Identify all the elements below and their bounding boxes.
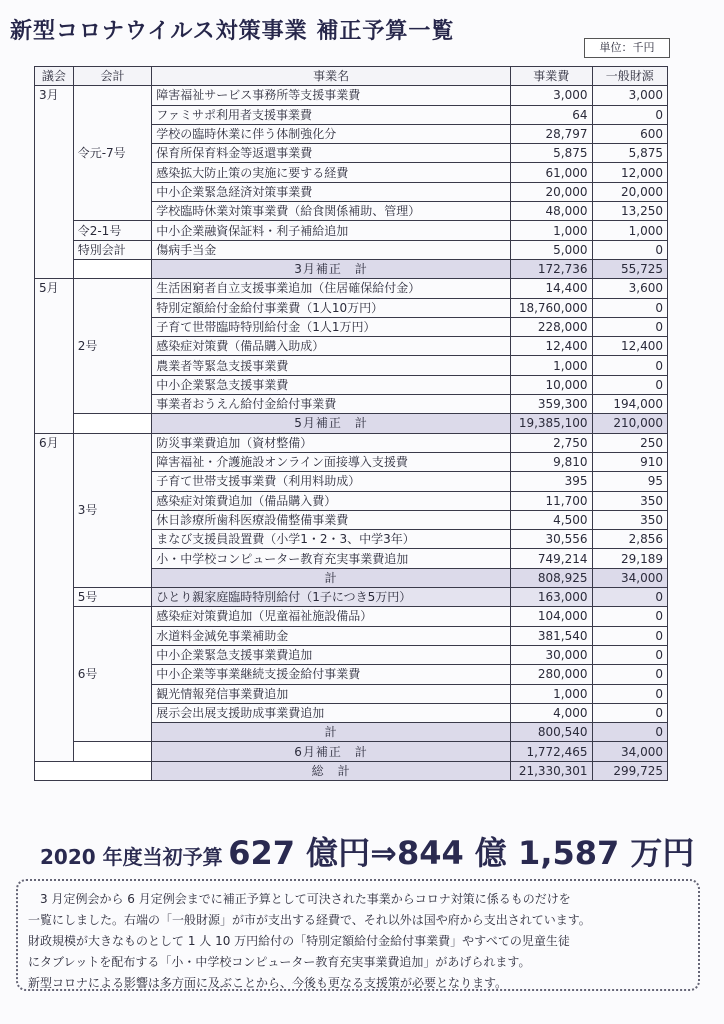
gikai-cell: 5月 xyxy=(35,279,74,433)
general-cell: 0 xyxy=(592,626,667,645)
general-cell: 194,000 xyxy=(592,395,667,414)
table-header-row xyxy=(35,67,668,86)
table-row xyxy=(35,588,668,607)
amount-cell: 48,000 xyxy=(511,202,593,221)
note-line: 3 月定例会から 6 月定例会までに補正予算として可決された事業からコロナ対策に係るものだけを xyxy=(28,892,571,906)
table-row xyxy=(35,279,668,298)
general-cell: 3,000 xyxy=(592,86,667,105)
general-cell: 34,000 xyxy=(592,742,667,761)
general-cell: 0 xyxy=(592,375,667,394)
project-name: 傷病手当金 xyxy=(152,240,511,259)
page-title: 新型コロナウイルス対策事業 補正予算一覧 xyxy=(10,19,455,44)
project-name: 中小企業緊急支援事業費 xyxy=(152,375,511,394)
kaikei-cell: 3号 xyxy=(73,433,151,587)
project-name: ひとり親家庭臨時特別給付（1子につき5万円） xyxy=(152,588,511,607)
amount-cell: 61,000 xyxy=(511,163,593,182)
amount-cell: 9,810 xyxy=(511,452,593,471)
kaikei-cell: 6号 xyxy=(73,607,151,742)
project-name: 水道料金減免事業補助金 xyxy=(152,626,511,645)
general-cell: 600 xyxy=(592,124,667,143)
amount-cell: 395 xyxy=(511,472,593,491)
amount-cell: 2,750 xyxy=(511,433,593,452)
project-name: 特別定額給付金給付事業費（1人10万円） xyxy=(152,298,511,317)
project-name: 感染拡大防止策の実施に要する経費 xyxy=(152,163,511,182)
general-cell: 0 xyxy=(592,356,667,375)
general-cell: 12,400 xyxy=(592,337,667,356)
general-cell: 0 xyxy=(592,665,667,684)
grand-total-label: 総 計 xyxy=(152,761,511,780)
amount-cell: 18,760,000 xyxy=(511,298,593,317)
project-name: 休日診療所歯科医療設備整備事業費 xyxy=(152,510,511,529)
amount-cell: 800,540 xyxy=(511,723,593,742)
amount-cell: 1,772,465 xyxy=(511,742,593,761)
amount-cell: 21,330,301 xyxy=(511,761,593,780)
amount-cell: 3,000 xyxy=(511,86,593,105)
note-line: 新型コロナによる影響は多方面に及ぶことから、今後も更なる支援策が必要となります。 xyxy=(28,976,508,990)
project-name: 事業者おうえん給付金給付事業費 xyxy=(152,395,511,414)
project-name: 中小企業等事業継続支援金給付事業費 xyxy=(152,665,511,684)
grand-total-row xyxy=(35,761,668,780)
general-cell: 210,000 xyxy=(592,414,667,433)
table-row xyxy=(35,433,668,452)
amount-cell: 64 xyxy=(511,105,593,124)
general-cell: 0 xyxy=(592,298,667,317)
empty-cell xyxy=(35,761,152,780)
project-name: 観光情報発信事業費追加 xyxy=(152,684,511,703)
amount-cell: 749,214 xyxy=(511,549,593,568)
budget-summary xyxy=(40,828,694,874)
kaikei-cell: 5号 xyxy=(73,588,151,607)
general-cell: 1,000 xyxy=(592,221,667,240)
project-name: 感染症対策費追加（児童福祉施設備品） xyxy=(152,607,511,626)
amount-cell: 163,000 xyxy=(511,588,593,607)
project-name: 農業者等緊急支援事業費 xyxy=(152,356,511,375)
empty-cell xyxy=(73,414,151,433)
subtotal-row xyxy=(35,414,668,433)
project-name: 中小企業緊急支援事業費追加 xyxy=(152,645,511,664)
general-cell: 250 xyxy=(592,433,667,452)
project-name: 学校の臨時休業に伴う体制強化分 xyxy=(152,124,511,143)
table-row xyxy=(35,86,668,105)
unit-label: 単位：千円 xyxy=(584,38,670,58)
amount-cell: 4,000 xyxy=(511,703,593,722)
general-cell: 0 xyxy=(592,723,667,742)
project-name: ファミサポ利用者支援事業費 xyxy=(152,105,511,124)
kaikei-cell: 令元-7号 xyxy=(73,86,151,221)
general-cell: 12,000 xyxy=(592,163,667,182)
subtotal-label: 5月補正 計 xyxy=(152,414,511,433)
table-row xyxy=(35,607,668,626)
general-cell: 5,875 xyxy=(592,144,667,163)
general-cell: 0 xyxy=(592,588,667,607)
amount-cell: 1,000 xyxy=(511,356,593,375)
general-cell: 13,250 xyxy=(592,202,667,221)
amount-cell: 808,925 xyxy=(511,568,593,587)
general-cell: 350 xyxy=(592,510,667,529)
amount-cell: 280,000 xyxy=(511,665,593,684)
amount-cell: 359,300 xyxy=(511,395,593,414)
amount-cell: 10,000 xyxy=(511,375,593,394)
project-name: 学校臨時休業対策事業費（給食関係補助、管理） xyxy=(152,202,511,221)
header-name: 事業名 xyxy=(152,67,511,86)
general-cell: 3,600 xyxy=(592,279,667,298)
amount-cell: 381,540 xyxy=(511,626,593,645)
amount-cell: 20,000 xyxy=(511,182,593,201)
general-cell: 350 xyxy=(592,491,667,510)
amount-cell: 14,400 xyxy=(511,279,593,298)
general-cell: 0 xyxy=(592,317,667,336)
general-cell: 0 xyxy=(592,607,667,626)
amount-cell: 28,797 xyxy=(511,124,593,143)
general-cell: 2,856 xyxy=(592,530,667,549)
project-name: 中小企業融資保証料・利子補給追加 xyxy=(152,221,511,240)
amount-cell: 30,556 xyxy=(511,530,593,549)
header-amount: 事業費 xyxy=(511,67,593,86)
table-row xyxy=(35,221,668,240)
project-name: 防災事業費追加（資材整備） xyxy=(152,433,511,452)
project-name: 中小企業緊急経済対策事業費 xyxy=(152,182,511,201)
general-cell: 0 xyxy=(592,105,667,124)
project-name: まなび支援員設置費（小学1・2・3、中学3年） xyxy=(152,530,511,549)
kaikei-cell: 令2-1号 xyxy=(73,221,151,240)
amount-cell: 104,000 xyxy=(511,607,593,626)
subtotal-label: 3月補正 計 xyxy=(152,259,511,278)
subtotal-row xyxy=(35,259,668,278)
gikai-cell: 6月 xyxy=(35,433,74,761)
general-cell: 0 xyxy=(592,703,667,722)
amount-cell: 5,875 xyxy=(511,144,593,163)
general-cell: 0 xyxy=(592,684,667,703)
project-name: 子育て世帯臨時特別給付金（1人1万円） xyxy=(152,317,511,336)
kaikei-cell: 2号 xyxy=(73,279,151,414)
amount-cell: 228,000 xyxy=(511,317,593,336)
table-row xyxy=(35,240,668,259)
budget-table xyxy=(34,66,668,781)
general-cell: 0 xyxy=(592,645,667,664)
subtotal-label: 計 xyxy=(152,568,511,587)
explanation-note xyxy=(16,879,700,991)
amount-cell: 5,000 xyxy=(511,240,593,259)
general-cell: 34,000 xyxy=(592,568,667,587)
header-gikai: 議会 xyxy=(35,67,74,86)
amount-cell: 1,000 xyxy=(511,684,593,703)
project-name: 子育て世帯支援事業費（利用料助成） xyxy=(152,472,511,491)
project-name: 障害福祉サービス事務所等支援事業費 xyxy=(152,86,511,105)
subtotal-label: 6月補正 計 xyxy=(152,742,511,761)
general-cell: 299,725 xyxy=(592,761,667,780)
gikai-cell: 3月 xyxy=(35,86,74,279)
project-name: 小・中学校コンピューター教育充実事業費追加 xyxy=(152,549,511,568)
budget-text: 627 億円⇒844 億 1,587 万円 xyxy=(228,834,695,872)
subtotal-row xyxy=(35,742,668,761)
project-name: 展示会出展支援助成事業費追加 xyxy=(152,703,511,722)
general-cell: 29,189 xyxy=(592,549,667,568)
note-line: 財政規模が大きなものとして 1 人 10 万円給付の「特別定額給付金給付事業費」やすべての児童生徒 xyxy=(28,934,570,948)
header-general: 一般財源 xyxy=(592,67,667,86)
amount-cell: 172,736 xyxy=(511,259,593,278)
empty-cell xyxy=(73,259,151,278)
project-name: 生活困窮者自立支援事業追加（住居確保給付金） xyxy=(152,279,511,298)
kaikei-cell: 特別会計 xyxy=(73,240,151,259)
amount-cell: 4,500 xyxy=(511,510,593,529)
header-kaikei: 会計 xyxy=(73,67,151,86)
note-line: 一覧にしました。右端の「一般財源」が市が支出する経費で、それ以外は国や府から支出されています。 xyxy=(28,913,591,927)
amount-cell: 30,000 xyxy=(511,645,593,664)
budget-lead: 2020 年度当初予算 xyxy=(40,845,223,869)
general-cell: 95 xyxy=(592,472,667,491)
general-cell: 20,000 xyxy=(592,182,667,201)
project-name: 保育所保育料金等返還事業費 xyxy=(152,144,511,163)
amount-cell: 12,400 xyxy=(511,337,593,356)
subtotal-label: 計 xyxy=(152,723,511,742)
project-name: 感染症対策費追加（備品購入費） xyxy=(152,491,511,510)
empty-cell xyxy=(73,742,151,761)
general-cell: 55,725 xyxy=(592,259,667,278)
amount-cell: 19,385,100 xyxy=(511,414,593,433)
general-cell: 0 xyxy=(592,240,667,259)
amount-cell: 11,700 xyxy=(511,491,593,510)
project-name: 障害福祉・介護施設オンライン面接導入支援費 xyxy=(152,452,511,471)
project-name: 感染症対策費（備品購入助成） xyxy=(152,337,511,356)
general-cell: 910 xyxy=(592,452,667,471)
note-line: にタブレットを配布する「小・中学校コンピューター教育充実事業費追加」があげられます。 xyxy=(28,955,531,969)
amount-cell: 1,000 xyxy=(511,221,593,240)
